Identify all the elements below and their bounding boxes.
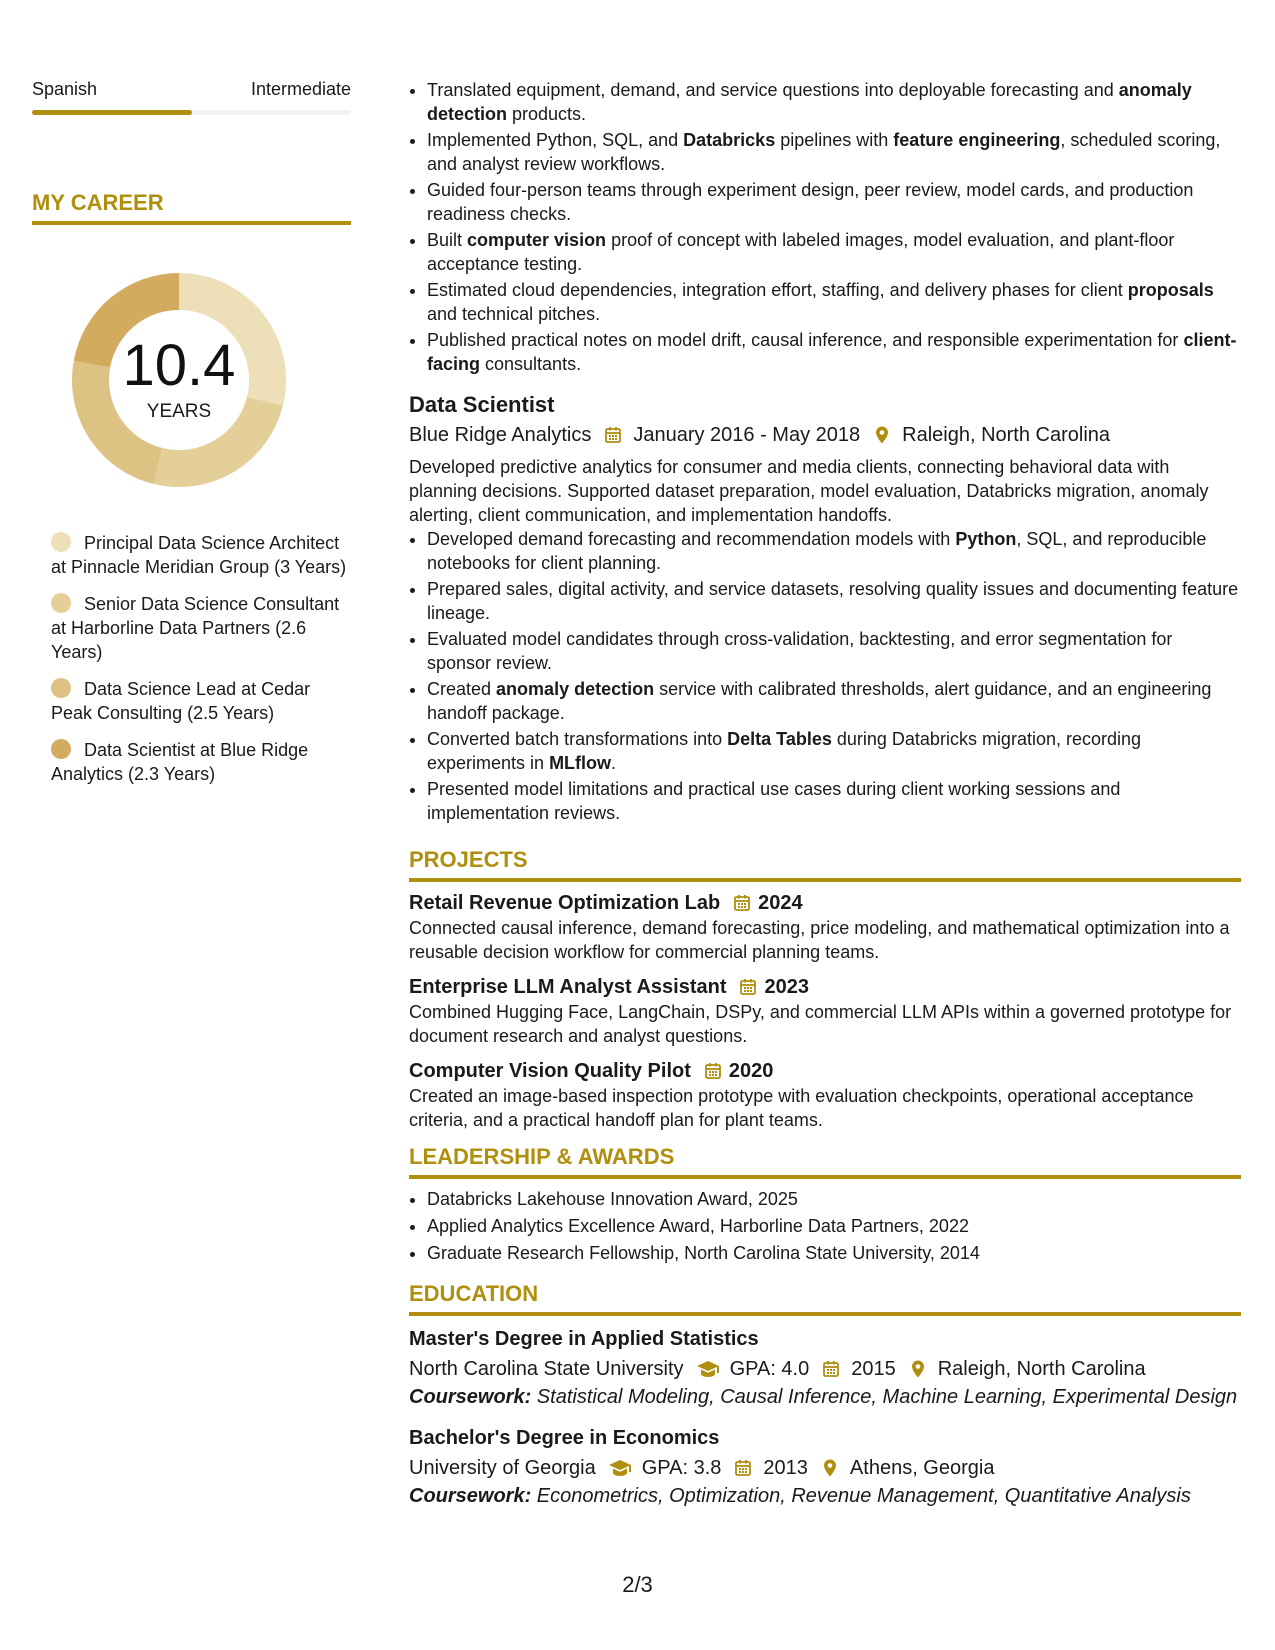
project-header: [409, 1058, 1241, 1084]
legend-color-dot: [51, 739, 71, 759]
legend-color-dot: [51, 593, 71, 613]
calendar-icon: [733, 1458, 753, 1478]
coursework-list: Econometrics, Optimization, Revenue Management, Quantitative Analysis: [531, 1485, 1191, 1507]
legend-color-dot: [51, 532, 71, 552]
location-pin-icon: [908, 1359, 928, 1379]
coursework: [409, 1482, 1241, 1510]
bullet-item: • Translated equipment, demand, and service questions into deployable forecasting and anomaly detection products.: [427, 78, 1241, 126]
legend-label: Data Science Lead at Cedar Peak Consulting (2.5 Years): [51, 679, 311, 723]
graduation-year: 2015: [851, 1358, 896, 1380]
legend-label: Senior Data Science Consultant at Harborline Data Partners (2.6 Years): [51, 594, 340, 662]
project-year: 2020: [728, 1060, 774, 1082]
graduation-cap-icon: [696, 1359, 720, 1379]
career-total-years: 10.4: [122, 333, 236, 398]
calendar-icon: [732, 893, 752, 913]
previous-job-bullets: [409, 78, 1241, 376]
coursework-list: Statistical Modeling, Causal Inference, Machine Learning, Experimental Design: [531, 1386, 1238, 1408]
language-level: Intermediate: [250, 79, 351, 99]
school-name: University of Georgia: [409, 1457, 596, 1479]
location-pin-icon: [872, 425, 892, 445]
bullet-item: • Applied Analytics Excellence Award, Harborline Data Partners, 2022: [427, 1214, 1241, 1238]
career-legend-item: [51, 738, 351, 786]
project-description: Created an image-based inspection prototype with evaluation checkpoints, operational acceptance criteria, and a practical handoff plan for plant teams.: [409, 1086, 1194, 1130]
bullet-item: • Databricks Lakehouse Innovation Award, 2025: [427, 1187, 1241, 1211]
education-meta: [409, 1454, 1241, 1482]
legend-label: Principal Data Science Architect at Pinnacle Meridian Group (3 Years): [51, 533, 347, 577]
language-name: Spanish: [32, 79, 98, 99]
projects-list: [409, 890, 1241, 1132]
coursework-label: Coursework:: [409, 1386, 532, 1408]
bullet-item: • Created anomaly detection service with calibrated thresholds, alert guidance, and an engineering handoff package.: [427, 677, 1241, 725]
language-row: [32, 78, 351, 100]
gpa: GPA: 4.0: [729, 1358, 810, 1380]
job-company: Blue Ridge Analytics: [409, 424, 592, 446]
degree-title: Master's Degree in Applied Statistics: [409, 1328, 759, 1350]
job-summary: Developed predictive analytics for consumer and media clients, connecting behavioral data with planning decisions. Supported dataset preparation, model evaluation, Databricks migration, anomaly alerting, client communication, and implementation handoffs.: [409, 457, 1209, 525]
calendar-icon: [738, 977, 758, 997]
coursework-label: Coursework:: [409, 1485, 532, 1507]
job-bullets: [409, 527, 1241, 825]
coursework: [409, 1383, 1241, 1411]
project-description: Connected causal inference, demand forecasting, price modeling, and mathematical optimization into a reusable decision workflow for commercial planning teams.: [409, 918, 1230, 962]
graduation-cap-icon: [608, 1458, 632, 1478]
awards-list: [409, 1187, 1241, 1265]
project-name: Computer Vision Quality Pilot: [409, 1060, 691, 1082]
bullet-item: • Prepared sales, digital activity, and service datasets, resolving quality issues and documenting feature lineage.: [427, 577, 1241, 625]
language-bar-fill: [32, 110, 192, 115]
job-meta: [409, 421, 1241, 449]
career-years-unit: YEARS: [146, 401, 212, 422]
project-year: 2023: [764, 976, 809, 998]
bullet-item: • Estimated cloud dependencies, integration effort, staffing, and delivery phases for client proposals and technical pitches.: [427, 278, 1241, 326]
job-location: Raleigh, North Carolina: [902, 424, 1111, 446]
education-list: [409, 1326, 1241, 1510]
bullet-item: • Converted batch transformations into Delta Tables during Databricks migration, recording experiments in MLflow.: [427, 727, 1241, 775]
career-section-title: MY CAREER: [32, 190, 351, 225]
career-legend-item: [51, 592, 351, 664]
education-meta: [409, 1355, 1241, 1383]
project-name: Enterprise LLM Analyst Assistant: [409, 976, 727, 998]
bullet-item: • Presented model limitations and practical use cases during client working sessions and implementation reviews.: [427, 777, 1241, 825]
career-donut-chart: [64, 265, 294, 495]
bullet-item: • Built computer vision proof of concept with labeled images, model evaluation, and plant-floor acceptance testing.: [427, 228, 1241, 276]
legend-color-dot: [51, 678, 71, 698]
education-section-title: EDUCATION: [409, 1281, 1241, 1316]
project-year: 2024: [758, 892, 803, 914]
gpa: GPA: 3.8: [641, 1457, 722, 1479]
calendar-icon: [603, 425, 623, 445]
left-column: [32, 78, 351, 799]
school-location: Athens, Georgia: [849, 1457, 995, 1479]
bullet-item: • Published practical notes on model drift, causal inference, and responsible experimentation for client-facing consultants.: [427, 328, 1241, 376]
career-legend: [51, 531, 351, 786]
degree-title: Bachelor's Degree in Economics: [409, 1427, 720, 1449]
project-header: [409, 890, 1241, 916]
project-name: Retail Revenue Optimization Lab: [409, 892, 721, 914]
bullet-item: • Guided four-person teams through experiment design, peer review, model cards, and production readiness checks.: [427, 178, 1241, 226]
career-legend-item: [51, 531, 351, 579]
bullet-item: • Graduate Research Fellowship, North Carolina State University, 2014: [427, 1241, 1241, 1265]
project-description: Combined Hugging Face, LangChain, DSPy, and commercial LLM APIs within a governed prototype for document research and analyst questions.: [409, 1002, 1232, 1046]
school-location: Raleigh, North Carolina: [937, 1358, 1146, 1380]
bullet-item: • Evaluated model candidates through cross-validation, backtesting, and error segmentation for sponsor review.: [427, 627, 1241, 675]
right-column: [409, 78, 1241, 1510]
location-pin-icon: [820, 1458, 840, 1478]
projects-section-title: PROJECTS: [409, 847, 1241, 882]
graduation-year: 2013: [763, 1457, 808, 1479]
bullet-item: • Developed demand forecasting and recommendation models with Python, SQL, and reproducible notebooks for client planning.: [427, 527, 1241, 575]
career-legend-item: [51, 677, 351, 725]
awards-section-title: LEADERSHIP & AWARDS: [409, 1144, 1241, 1179]
calendar-icon: [703, 1061, 723, 1081]
legend-label: Data Scientist at Blue Ridge Analytics (2.3 Years): [51, 740, 309, 784]
school-name: North Carolina State University: [409, 1358, 684, 1380]
bullet-item: • Implemented Python, SQL, and Databricks pipelines with feature engineering, scheduled scoring, and analyst review workflows.: [427, 128, 1241, 176]
project-header: [409, 974, 1241, 1000]
job-title: Data Scientist: [409, 392, 555, 417]
language-bar: [32, 110, 351, 115]
page-number: 2/3: [622, 1572, 653, 1597]
calendar-icon: [821, 1359, 841, 1379]
job-dates: January 2016 - May 2018: [633, 424, 861, 446]
